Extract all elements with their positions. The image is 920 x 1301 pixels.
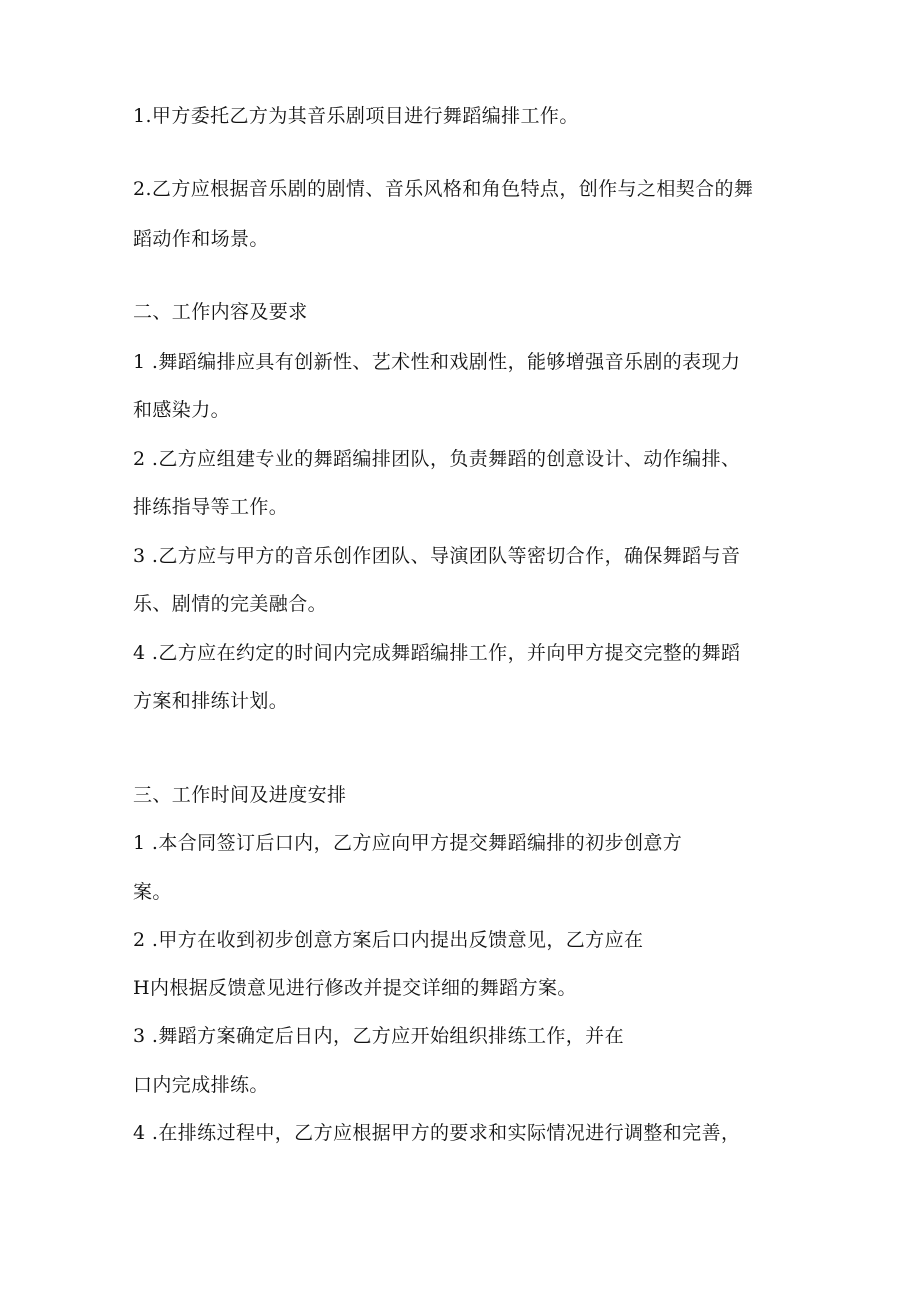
section-3-heading: 三、工作时间及进度安排 (133, 784, 347, 806)
section-2-item-3-line-2: 乐、剧情的完美融合。 (133, 593, 328, 615)
section-2-item-1-line-1: 1 .舞蹈编排应具有创新性、艺术性和戏剧性，能够增强音乐剧的表现力 (133, 351, 741, 373)
section-2-item-2-line-1: 2 .乙方应组建专业的舞蹈编排团队，负责舞蹈的创意设计、动作编排、 (133, 448, 741, 470)
section-3-item-4-line-1: 4 .在排练过程中，乙方应根据甲方的要求和实际情况进行调整和完善， (133, 1122, 741, 1144)
section-3-item-3-line-1: 3 .舞蹈方案确定后日内，乙方应开始组织排练工作，并在 (133, 1025, 624, 1047)
section-2-item-4-line-1: 4 .乙方应在约定的时间内完成舞蹈编排工作，并向甲方提交完整的舞蹈 (133, 642, 741, 664)
clause-2-line-1: 2.乙方应根据音乐剧的剧情、音乐风格和角色特点，创作与之相契合的舞 (133, 178, 754, 200)
section-2-item-1-line-2: 和感染力。 (133, 399, 231, 421)
section-3-item-1-line-1: 1 .本合同签订后口内，乙方应向甲方提交舞蹈编排的初步创意方 (133, 832, 683, 854)
section-3-item-2-line-1: 2 .甲方在收到初步创意方案后口内提出反馈意见，乙方应在 (133, 929, 644, 951)
section-2-item-2-line-2: 排练指导等工作。 (133, 496, 289, 518)
section-2-item-3-line-1: 3 .乙方应与甲方的音乐创作团队、导演团队等密切合作，确保舞蹈与音 (133, 545, 741, 567)
clause-1-line: 1.甲方委托乙方为其音乐剧项目进行舞蹈编排工作。 (133, 105, 579, 127)
clause-2-line-2: 蹈动作和场景。 (133, 228, 269, 250)
section-2-heading: 二、工作内容及要求 (133, 301, 308, 323)
section-3-item-3-line-2: 口内完成排练。 (133, 1074, 269, 1096)
section-3-item-1-line-2: 案。 (133, 881, 172, 903)
section-3-item-2-line-2: H内根据反馈意见进行修改并提交详细的舞蹈方案。 (133, 977, 577, 999)
section-2-item-4-line-2: 方案和排练计划。 (133, 690, 289, 712)
